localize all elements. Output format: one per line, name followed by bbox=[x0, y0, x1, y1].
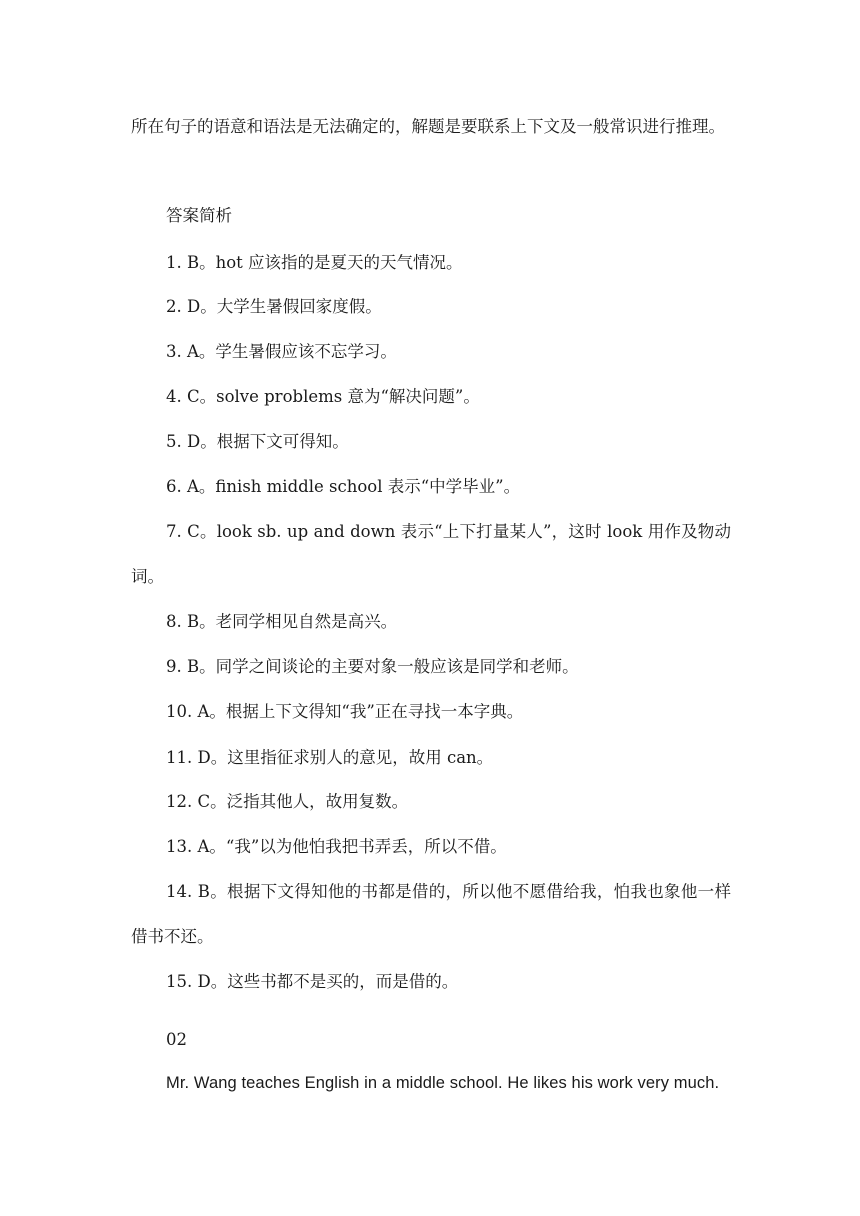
answer-item: 15. D。这些书都不是买的，而是借的。 bbox=[166, 972, 459, 991]
answer-item: 14. B。根据下文得知他的书都是借的，所以他不愿借给我，怕我也象他一样借书不还。 bbox=[131, 882, 731, 946]
answer-item: 12. C。泛指其他人，故用复数。 bbox=[166, 792, 409, 811]
answer-item: 11. D。这里指征求别人的意见，故用 can。 bbox=[166, 748, 494, 767]
section-number: 02 bbox=[166, 1030, 187, 1049]
answer-item: 2. D。大学生暑假回家度假。 bbox=[166, 297, 382, 316]
answer-item: 4. C。solve problems 意为“解决问题”。 bbox=[166, 387, 480, 406]
answer-item: 9. B。同学之间谈论的主要对象一般应该是同学和老师。 bbox=[166, 657, 579, 676]
answers-heading: 答案简析 bbox=[166, 206, 232, 225]
passage-paragraph: Mr. Wang teaches English in a middle school. He likes his work very much. bbox=[166, 1074, 720, 1092]
answer-item: 8. B。老同学相见自然是高兴。 bbox=[166, 612, 398, 631]
answer-item: 3. A。学生暑假应该不忘学习。 bbox=[166, 342, 397, 361]
answer-item: 13. A。“我”以为他怕我把书弄丢，所以不借。 bbox=[166, 837, 507, 856]
answer-item: 5. D。根据下文可得知。 bbox=[166, 432, 349, 451]
continuation-paragraph: 所在句子的语意和语法是无法确定的，解题是要联系上下文及一般常识进行推理。 bbox=[131, 117, 725, 136]
answer-item: 6. A。finish middle school 表示“中学毕业”。 bbox=[166, 477, 521, 496]
answer-item: 1. B。hot 应该指的是夏天的天气情况。 bbox=[166, 253, 463, 272]
answer-item: 7. C。look sb. up and down 表示“上下打量某人”，这时 look 用作及物动词。 bbox=[131, 522, 731, 586]
answer-item: 10. A。根据上下文得知“我”正在寻找一本字典。 bbox=[166, 702, 524, 721]
